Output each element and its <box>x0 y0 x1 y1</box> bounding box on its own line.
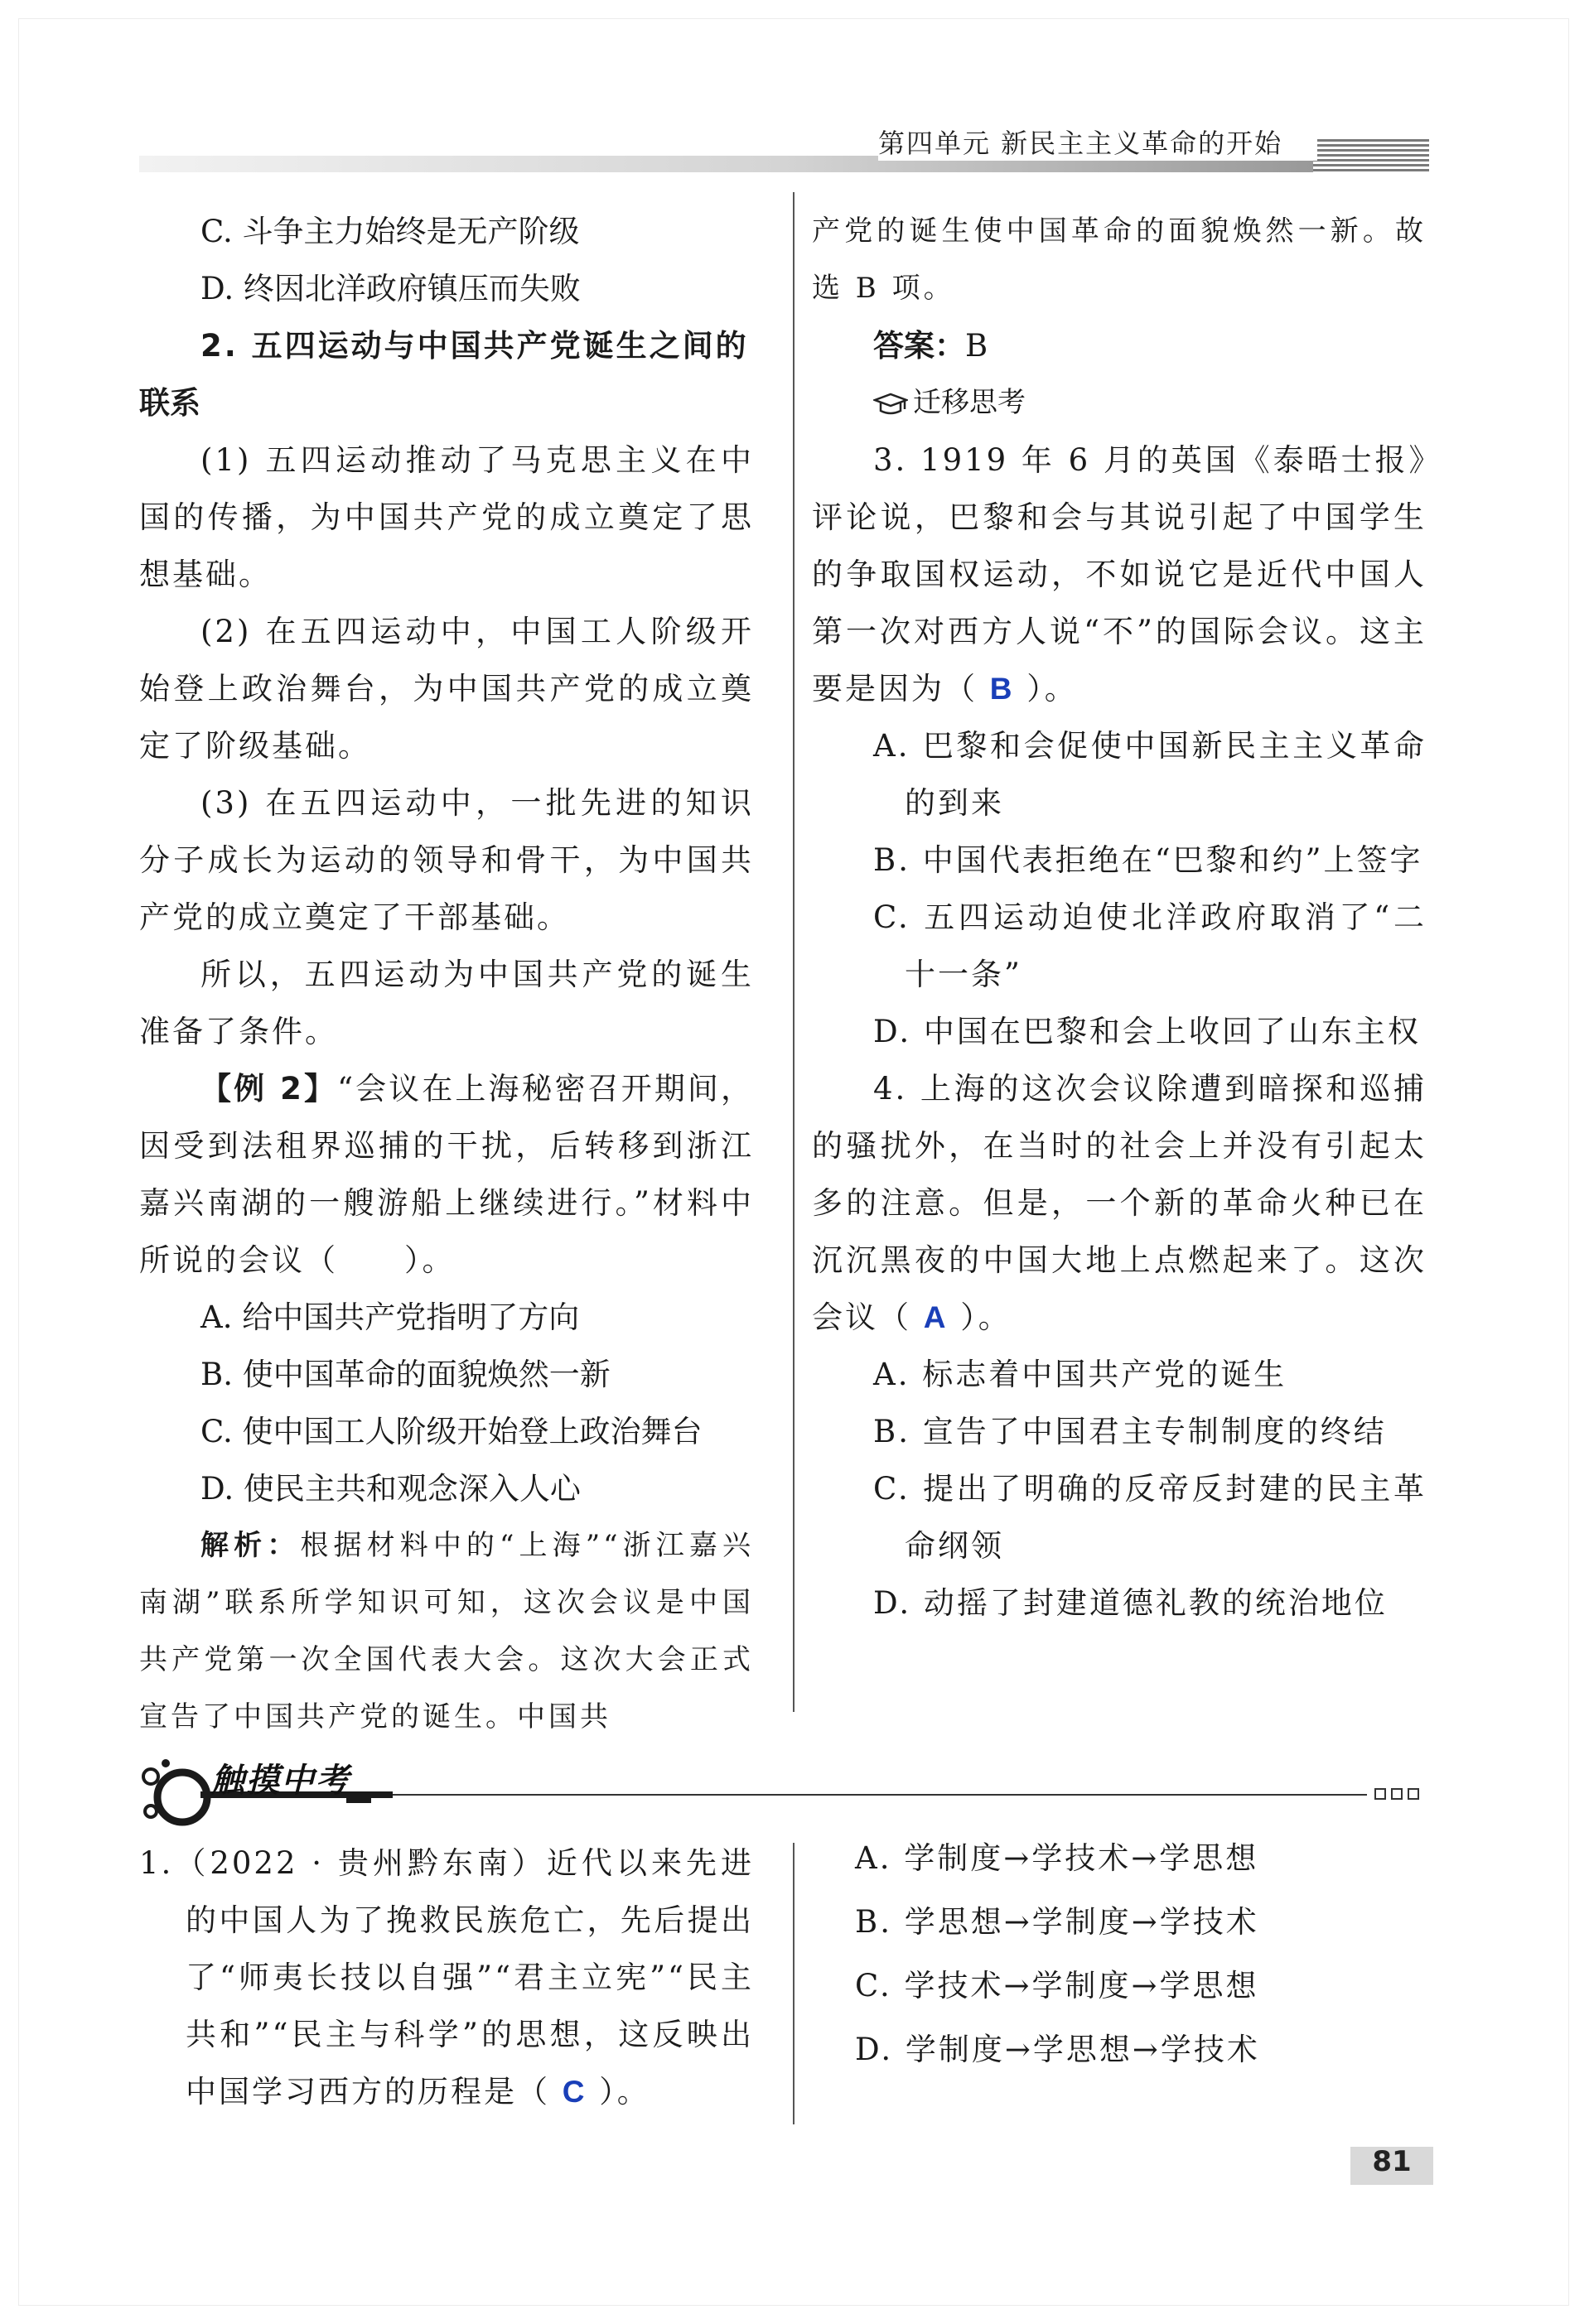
exam-q1-option-c: C. 学技术→学制度→学思想 <box>855 1968 1259 2003</box>
question-4-answer: A <box>923 1300 949 1334</box>
right-column <box>812 203 1427 1632</box>
analysis <box>139 1517 754 1746</box>
section-title: 迁移思考 <box>913 386 1026 419</box>
exam-q1-option-b: B. 学思想→学制度→学技术 <box>855 1904 1259 1940</box>
analysis-text: 根据材料中的“上海”“浙江嘉兴南湖”联系所学知识可知，这次会议是中国共产党第一次全国代表大会。这次大会正式宣告了中国共产党的诞生。中国共 <box>139 1529 755 1733</box>
point-2-heading: 2. 五四运动与中国共产党诞生之间的 <box>200 328 749 364</box>
point-2-item-3: (3) 在五四运动中，一批先进的知识分子成长为运动的领导和骨干，为中国共产党的成立奠定了干部基础。 <box>139 785 754 935</box>
page-number: 81 <box>1372 2145 1412 2178</box>
exam-q1-stem-end: ）。 <box>587 2074 650 2109</box>
exam-q1-stem-text: 1.（2022 · 贵州黔东南）近代以来先进的中国人为了挽救民族危亡，先后提出了“师夷长技以自强”“君主立宪”“民主共和”“民主与科学”的思想，这反映出中国学习西方的历程是（ <box>139 1845 754 2109</box>
question-4-stem-end: ）。 <box>948 1299 1012 1335</box>
question-3-answer: B <box>989 672 1015 706</box>
example-option-d: D. 使民主共和观念深入人心 <box>200 1471 581 1507</box>
question-3 <box>812 432 1427 717</box>
example-text: “会议在上海秘密召开期间，因受到法租界巡捕的干扰，后转移到浙江嘉兴南湖的一艘游船上继续进行。”材料中所说的会议（ ）。 <box>139 1071 754 1278</box>
q3-option-d: D. 中国在巴黎和会上收回了山东主权 <box>873 1014 1421 1049</box>
column-divider-bottom <box>793 1843 794 2124</box>
exam-q1-option-a: A. 学制度→学技术→学思想 <box>855 1840 1259 1876</box>
graduation-cap-icon <box>873 393 908 416</box>
answer-label: 答案： <box>873 328 965 364</box>
header-title: 第四单元 新民主主义革命的开始 <box>878 123 1317 161</box>
example-option-c: C. 使中国工人阶级开始登上政治舞台 <box>200 1414 703 1449</box>
q3-option-c: C. 五四运动迫使北洋政府取消了“二十一条” <box>873 899 1427 992</box>
question-4 <box>812 1060 1427 1346</box>
point-2-item-2: (2) 在五四运动中，中国工人阶级开始登上政治舞台，为中国共产党的成立奠定了阶级基础。 <box>139 614 754 764</box>
point-2-heading-cont: 联系 <box>139 385 200 421</box>
section-title-line <box>812 374 1427 432</box>
left-column <box>139 203 754 1746</box>
option-d: D. 终因北洋政府镇压而失败 <box>200 271 581 306</box>
q4-option-b: B. 宣告了中国君主专制制度的终结 <box>873 1414 1387 1449</box>
q3-option-b: B. 中国代表拒绝在“巴黎和约”上签字 <box>873 842 1423 878</box>
exam-q1-option-d: D. 学制度→学思想→学技术 <box>855 2032 1260 2067</box>
analysis-label: 解析： <box>200 1529 301 1562</box>
example-2 <box>139 1060 754 1289</box>
q4-option-d: D. 动摇了封建道德礼教的统治地位 <box>873 1585 1388 1621</box>
point-2-conclusion: 所以，五四运动为中国共产党的诞生准备了条件。 <box>139 957 754 1049</box>
q4-option-c: C. 提出了明确的反帝反封建的民主革命纲领 <box>873 1471 1427 1564</box>
example-option-a: A. 给中国共产党指明了方向 <box>200 1299 580 1335</box>
exam-section-title: 触摸中考 <box>211 1762 350 1800</box>
question-3-stem: 3. 1919 年 6 月的英国《泰晤士报》评论说，巴黎和会与其说引起了中国学生的争取国权运动，不如说它是近代中国人第一次对西方人说“不”的国际会议。这主要是因为（ <box>812 442 1427 706</box>
exam-q1-stem <box>139 1835 754 2120</box>
point-2-item-1: (1) 五四运动推动了马克思主义在中国的传播，为中国共产党的成立奠定了思想基础。 <box>139 442 754 592</box>
example-option-b: B. 使中国革命的面貌焕然一新 <box>200 1357 611 1392</box>
answer-value: B <box>965 328 988 364</box>
question-4-stem: 4. 上海的这次会议除遭到暗探和巡捕的骚扰外，在当时的社会上并没有引起太多的注意。但是，一个新的革命火种已在沉沉黑夜的中国大地上点燃起来了。这次会议（ <box>812 1071 1427 1335</box>
column-divider <box>793 192 794 1712</box>
header-stripes <box>1313 139 1429 172</box>
option-c: C. 斗争主力始终是无产阶级 <box>200 214 580 249</box>
question-3-stem-end: ）。 <box>1014 671 1078 706</box>
answer-line <box>812 317 1427 374</box>
example-label: 【例 2】 <box>200 1071 338 1107</box>
q3-option-a: A. 巴黎和会促使中国新民主主义革命的到来 <box>873 728 1427 821</box>
analysis-continued: 产党的诞生使中国革命的面貌焕然一新。故选 B 项。 <box>812 215 1427 305</box>
exam-question-1-options <box>855 1826 1427 2081</box>
exam-q1-answer: C <box>562 2075 587 2109</box>
q4-option-a: A. 标志着中国共产党的诞生 <box>873 1357 1287 1392</box>
exam-question-1 <box>139 1835 754 2120</box>
